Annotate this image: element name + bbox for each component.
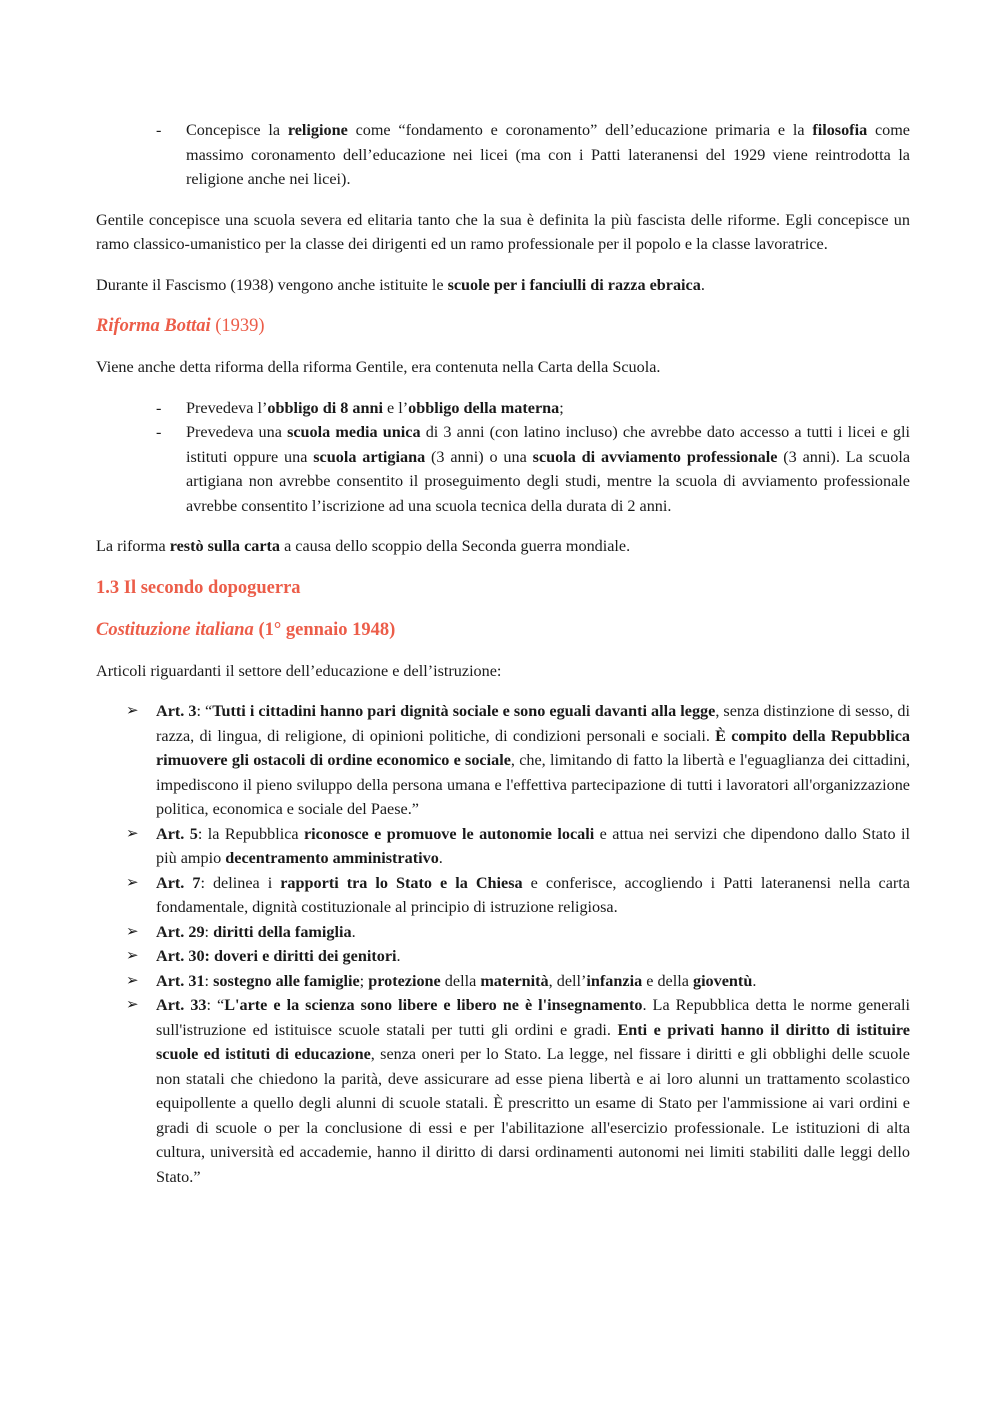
arrowhead-bullet-icon: ➢: [126, 703, 139, 719]
gentile-bullet-list: [96, 118, 910, 192]
article-art-30: ➢ Art. 30: doveri e diritti dei genitori.: [96, 944, 910, 969]
dash-bullet-icon: -: [156, 423, 162, 441]
list-item: - Prevedeva l’obbligo di 8 anni e l’obbligo della materna;: [96, 396, 910, 421]
section-heading: 1.3 Il secondo dopoguerra: [96, 577, 301, 598]
article-art-33: ➢ Art. 33: “L'arte e la scienza sono libere e libero ne è l'insegnamento. La Repubblica detta le norme generali sull'istruzione ed istituisce scuole statali per tutti gli ordini e gradi. Enti e privati hanno il diritto di istituire scuole ed istituti di educazione, senza oneri per lo Stato. La legge, nel fissare i diritti e gli obblighi delle scuole non statali che chiedono la parità, deve assicurare ad esse piena libertà e ai loro alunni un trattamento scolastico equipollente a quello degli alunni di scuole statali. È prescritto un esame di Stato per l'ammissione ai vari ordini e gradi di scuole o per la conclusione di essi e per l'abilitazione all'esercizio professionale. Le istituzioni di alta cultura, università ed accademie, hanno il diritto di darsi ordinamenti autonomi nei limiti stabiliti dalle leggi dello Stato.”: [96, 993, 910, 1189]
arrowhead-bullet-icon: ➢: [126, 972, 139, 989]
arrowhead-bullet-icon: ➢: [126, 825, 139, 842]
article-art-7: ➢ Art. 7: delinea i rapporti tra lo Stato e la Chiesa e conferisce, accogliendo i Patti lateranensi nella carta fondamentale, dignità costituzionale al principio di istruzione religiosa.: [96, 871, 910, 920]
heading-riforma-bottai: Riforma Bottai (1939): [96, 316, 265, 336]
article-art-29: ➢ Art. 29: diritti della famiglia.: [96, 920, 910, 945]
article-art-5: ➢ Art. 5: la Repubblica riconosce e promuove le autonomie locali e attua nei servizi che dipendono dallo Stato il più ampio decentramento amministrativo.: [96, 822, 910, 871]
fascismo-paragraph: Durante il Fascismo (1938) vengono anche istituite le scuole per i fanciulli di razza ebraica.: [96, 275, 705, 294]
heading-costituzione: Costituzione italiana (1° gennaio 1948): [96, 619, 396, 640]
article-art-3: ➢ Art. 3: “Tutti i cittadini hanno pari dignità sociale e sono eguali davanti alla legge, senza distinzione di sesso, di razza, di lingua, di religione, di opinioni politiche, di condizioni personali e sociali. È compito della Repubblica rimuovere gli ostacoli di ordine economico e sociale, che, limitando di fatto la libertà e l'eguaglianza dei cittadini, impediscono il pieno sviluppo della persona umana e l'effettiva partecipazione di tutti i lavoratori all'organizzazione politica, economica e sociale del Paese.”: [96, 699, 910, 822]
dash-bullet-icon: -: [156, 398, 162, 417]
costituzione-intro: Articoli riguardanti il settore dell’educazione e dell’istruzione:: [96, 661, 502, 680]
arrowhead-bullet-icon: ➢: [126, 997, 139, 1013]
arrowhead-bullet-icon: ➢: [126, 948, 139, 964]
list-item: - Concepisce la religione come “fondamento e coronamento” dell’educazione primaria e la filosofia come massimo coronamento dell’educazione nei licei (ma con i Patti lateranensi del 1929 viene reintrodotta la religione anche nei licei).: [96, 118, 910, 192]
bottai-bullet-list: [96, 396, 910, 519]
article-art-31: ➢ Art. 31: sostegno alle famiglie; protezione della maternità, dell’infanzia e della gioventù.: [96, 969, 910, 994]
gentile-paragraph: Gentile concepisce una scuola severa ed elitaria tanto che la sua è definita la più fascista delle riforme. Egli concepisce un ramo classico-umanistico per la classe dei dirigenti ed un ramo professionale per il popolo e la classe lavoratrice.: [96, 210, 910, 253]
bottai-outcome: La riforma restò sulla carta a causa dello scoppio della Seconda guerra mondiale.: [96, 537, 631, 555]
list-item: - Prevedeva una scuola media unica di 3 anni (con latino incluso) che avrebbe dato accesso a tutti i licei e gli istituti oppure una scuola artigiana (3 anni) o una scuola di avviamento professionale (3 anni). La scuola artigiana non avrebbe consentito il proseguimento degli studi, mentre la scuola di avviamento professionale avrebbe consentito l’iscrizione ad una scuola tecnica della durata di 2 anni.: [96, 420, 910, 518]
document-page: [96, 118, 910, 1189]
arrowhead-bullet-icon: ➢: [126, 923, 139, 940]
dash-bullet-icon: -: [156, 121, 162, 139]
articles-list: [96, 699, 910, 1189]
bottai-intro: Viene anche detta riforma della riforma Gentile, era contenuta nella Carta della Scuola.: [96, 358, 661, 376]
arrowhead-bullet-icon: ➢: [126, 874, 139, 891]
